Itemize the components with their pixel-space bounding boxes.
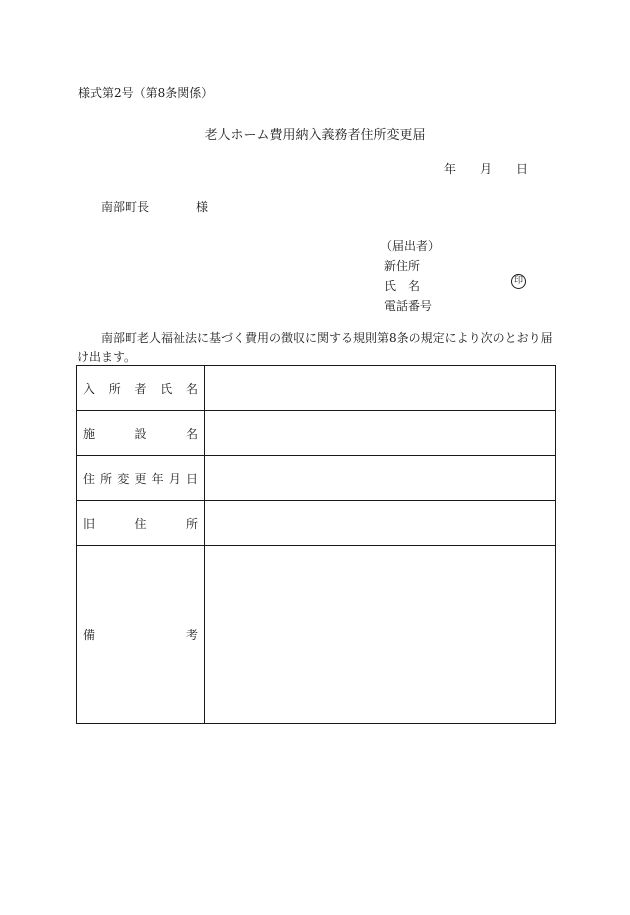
row-label-old-address: 旧住所 [77, 501, 205, 546]
applicant-block [380, 236, 523, 316]
recipient-name: 南部町長 [101, 200, 150, 214]
row-label-change-date: 住所変更年月日 [77, 456, 205, 501]
table-row [77, 501, 556, 546]
row-value-change-date[interactable] [205, 456, 556, 501]
date-day-label: 日 [516, 162, 529, 176]
row-value-resident-name[interactable] [205, 366, 556, 411]
table-row [77, 411, 556, 456]
form-code: 様式第2号（第8条関係） [78, 86, 214, 100]
table-row [77, 546, 556, 724]
date-month-label: 月 [480, 162, 493, 176]
row-label-facility-name: 施設名 [77, 411, 205, 456]
row-label-remarks: 備考 [77, 546, 205, 724]
row-value-old-address[interactable] [205, 501, 556, 546]
row-value-facility-name[interactable] [205, 411, 556, 456]
row-label-resident-name: 入所者氏名 [77, 366, 205, 411]
intro-paragraph: 南部町老人福祉法に基づく費用の徴収に関する規則第8条の規定により次のとおり届け出ます。 [77, 331, 553, 364]
applicant-heading: （届出者） [380, 239, 441, 253]
applicant-phone-label: 電話番号 [384, 299, 433, 313]
date-year-label: 年 [444, 162, 457, 176]
form-table [76, 365, 556, 724]
applicant-name-label: 氏 名 [384, 279, 421, 293]
applicant-new-address-label: 新住所 [384, 259, 421, 273]
recipient-honorific: 様 [196, 200, 209, 214]
seal-mark: 印 [511, 274, 526, 289]
table-row [77, 456, 556, 501]
recipient [101, 198, 209, 215]
row-value-remarks[interactable] [205, 546, 556, 724]
document-title: 老人ホーム費用納入義務者住所変更届 [204, 128, 426, 143]
table-row [77, 366, 556, 411]
